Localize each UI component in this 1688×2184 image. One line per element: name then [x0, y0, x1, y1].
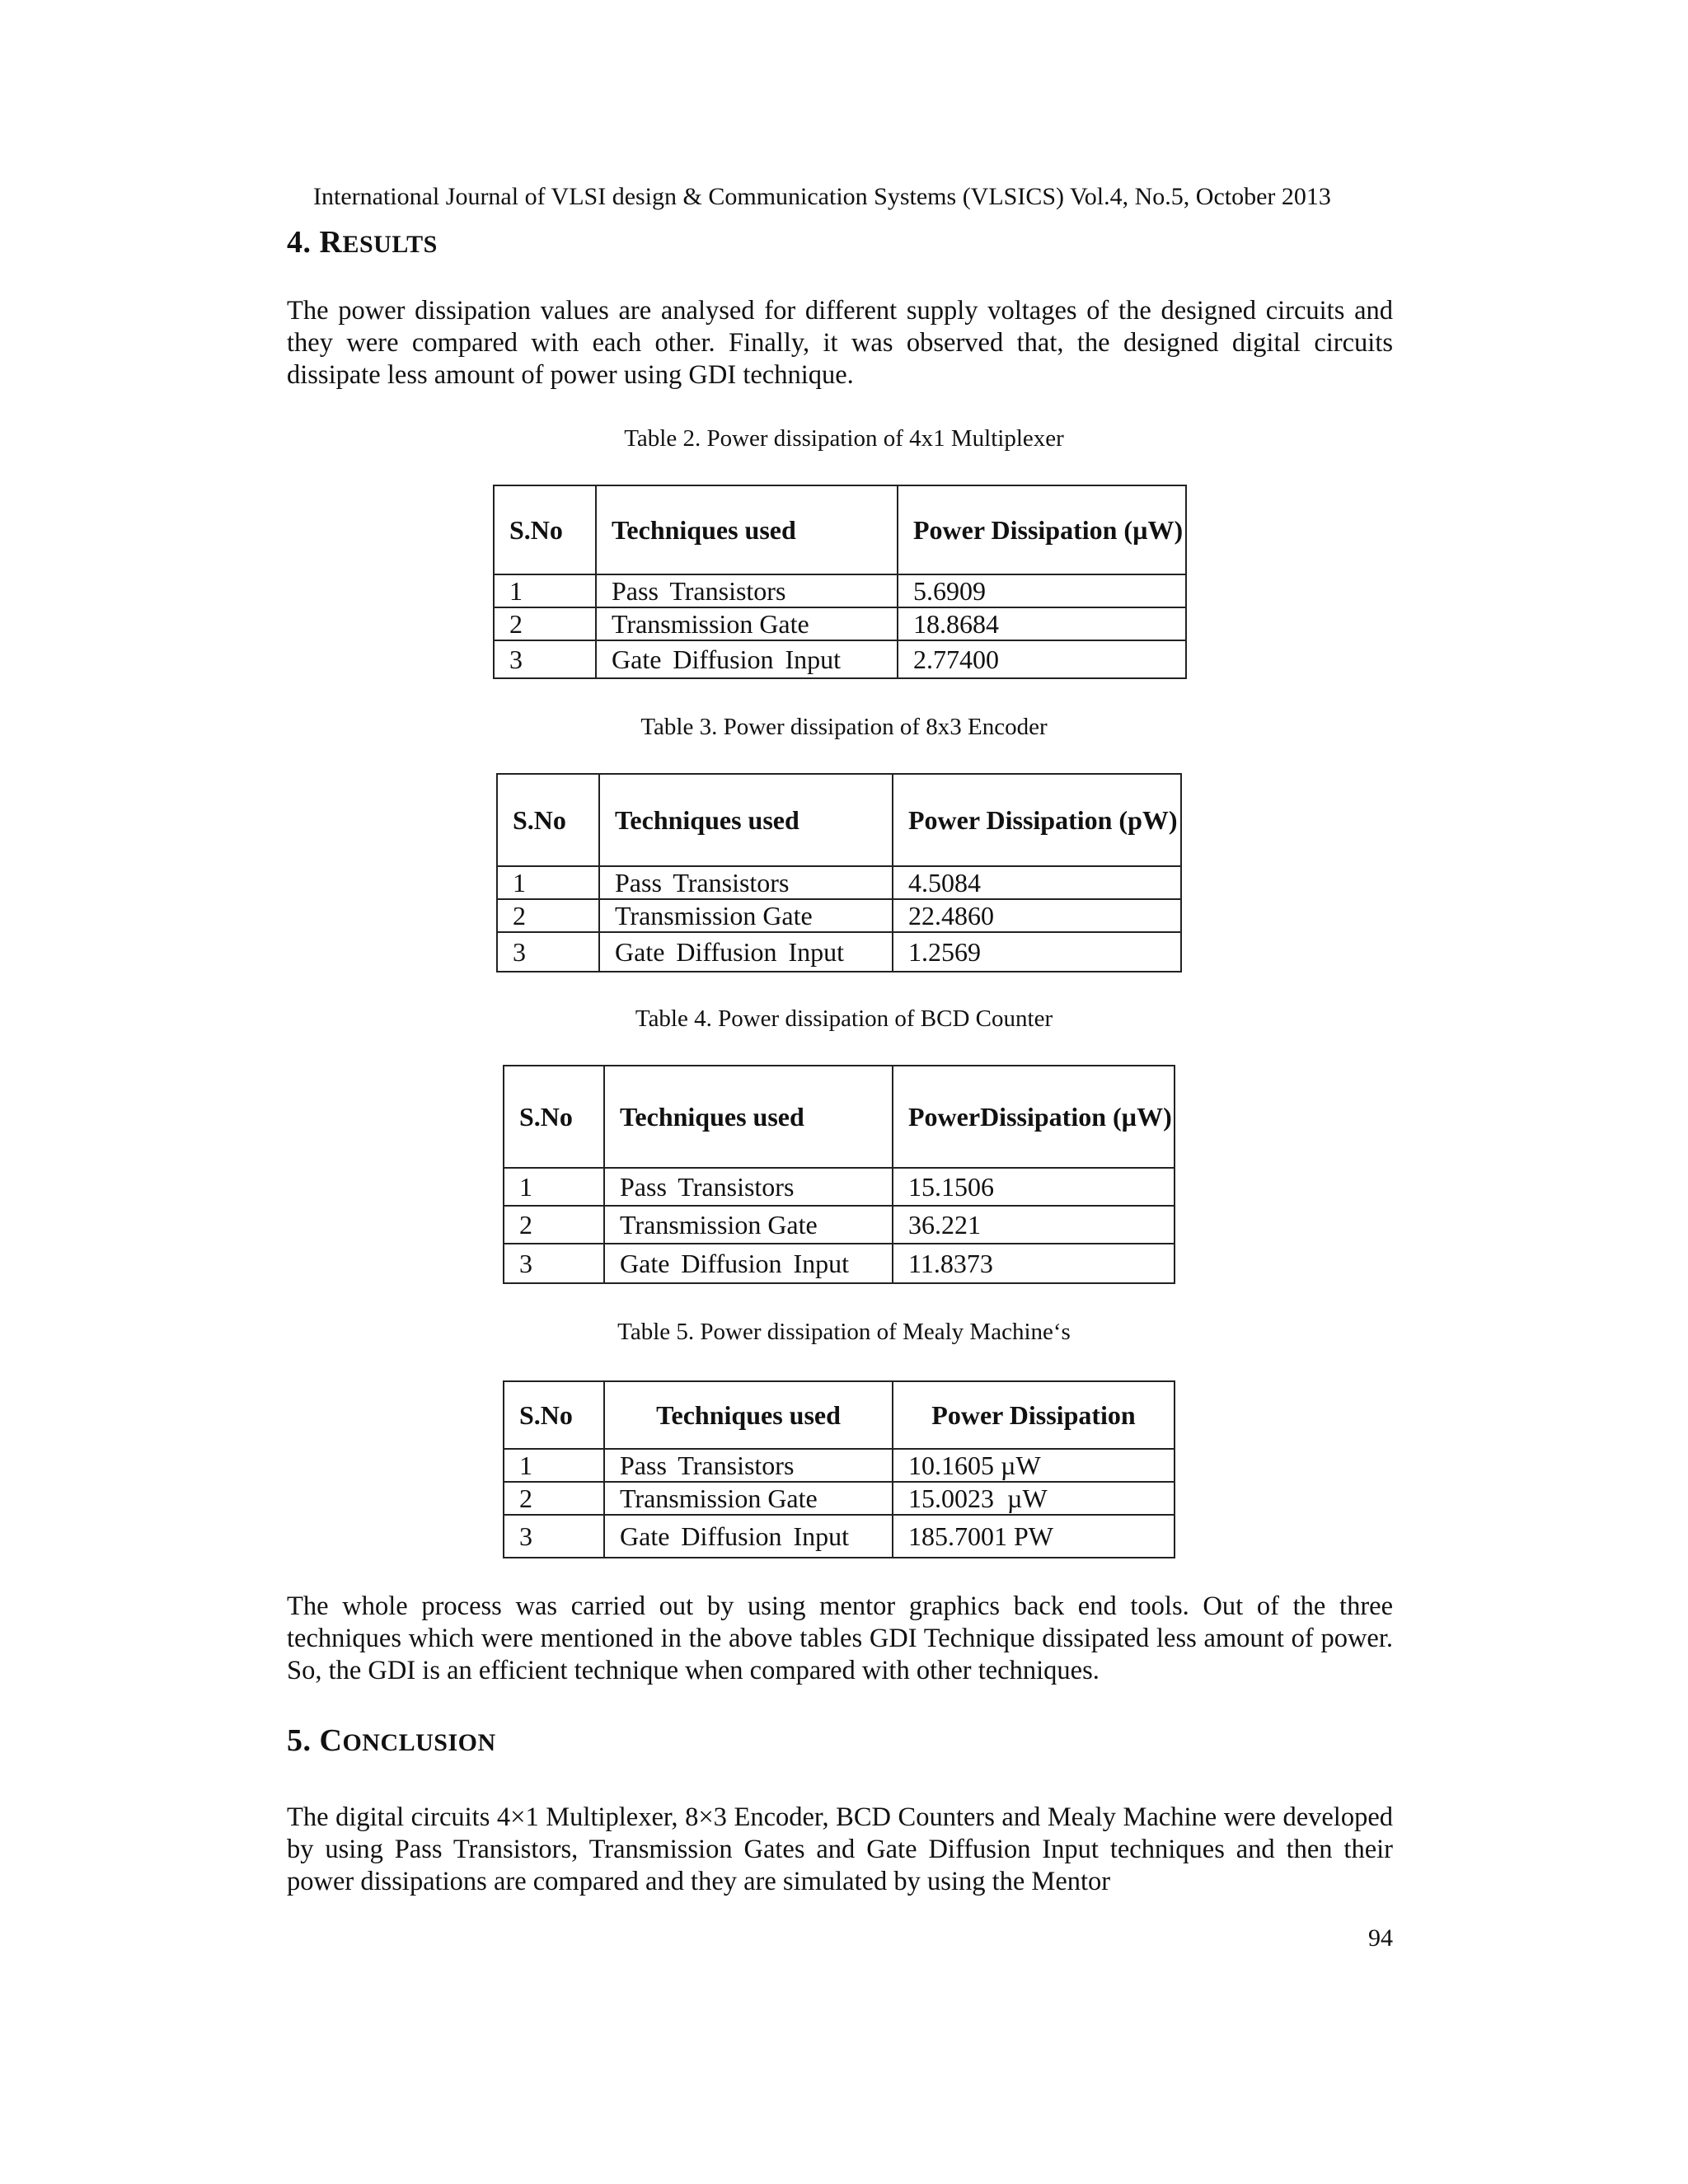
cell-technique: Gate Diffusion Input	[604, 1515, 893, 1558]
header-power: Power Dissipation (µW)	[898, 485, 1186, 574]
table-row	[504, 1449, 1175, 1482]
table-row	[497, 866, 1181, 899]
table-row	[497, 932, 1181, 972]
conclusion-paragraph: The digital circuits 4×1 Multiplexer, 8×3 Encoder, BCD Counters and Mealy Machine were developed by using Pass Transistors, Transmission Gates and Gate Diffusion Input techniques and then their power dissipations are compared and they are simulated by using the Mentor	[287, 1802, 1393, 1896]
cell-technique: Pass Transistors	[599, 866, 893, 899]
results-heading	[287, 224, 438, 260]
cell-technique: Pass Transistors	[604, 1449, 893, 1482]
cell-power: 10.1605 µW	[893, 1449, 1175, 1482]
cell-power: 185.7001 PW	[893, 1515, 1175, 1558]
results-first-letter: R	[319, 225, 343, 260]
cell-sno: 3	[504, 1244, 604, 1283]
cell-sno: 2	[504, 1482, 604, 1515]
table-row	[504, 1206, 1175, 1244]
table-header-row	[494, 485, 1186, 574]
cell-sno: 2	[497, 899, 599, 932]
cell-sno: 1	[504, 1168, 604, 1206]
journal-header: International Journal of VLSI design & Communication Systems (VLSICS) Vol.4, No.5, October 2013	[313, 183, 1331, 210]
cell-technique: Pass Transistors	[596, 574, 898, 607]
header-power: Power Dissipation	[893, 1381, 1175, 1449]
results-rest: ESULTS	[342, 231, 438, 258]
cell-power: 5.6909	[898, 574, 1186, 607]
table-row	[504, 1482, 1175, 1515]
header-power: PowerDissipation (µW)	[893, 1066, 1175, 1168]
table3-caption: Table 3. Power dissipation of 8x3 Encoder	[640, 714, 1048, 740]
table-header-row	[497, 774, 1181, 866]
header-sno: S.No	[497, 774, 599, 866]
cell-power: 1.2569	[893, 932, 1181, 972]
cell-power: 18.8684	[898, 607, 1186, 640]
table-row	[504, 1515, 1175, 1558]
cell-technique: Gate Diffusion Input	[604, 1244, 893, 1283]
cell-sno: 3	[504, 1515, 604, 1558]
cell-technique: Transmission Gate	[599, 899, 893, 932]
table-row	[494, 607, 1186, 640]
cell-technique: Transmission Gate	[604, 1482, 893, 1515]
table-row	[494, 574, 1186, 607]
table5-caption: Table 5. Power dissipation of Mealy Machine‘s	[617, 1319, 1071, 1345]
table-row	[504, 1244, 1175, 1283]
table5	[503, 1380, 1175, 1558]
page-number: 94	[1368, 1924, 1393, 1952]
header-techniques: Techniques used	[599, 774, 893, 866]
cell-power: 11.8373	[893, 1244, 1175, 1283]
cell-sno: 3	[494, 640, 596, 678]
cell-technique: Gate Diffusion Input	[596, 640, 898, 678]
conclusion-rest: ONCLUSION	[342, 1729, 496, 1756]
cell-power: 15.0023 µW	[893, 1482, 1175, 1515]
after-tables-paragraph: The whole process was carried out by using mentor graphics back end tools. Out of the three techniques which were mentioned in the above tables GDI Technique dissipated less amount of power. So, the GDI is an efficient technique when compared with other techniques.	[287, 1591, 1393, 1685]
cell-power: 15.1506	[893, 1168, 1175, 1206]
table4-caption: Table 4. Power dissipation of BCD Counter	[635, 1005, 1053, 1032]
table-row	[494, 640, 1186, 678]
cell-technique: Transmission Gate	[596, 607, 898, 640]
table4	[503, 1065, 1175, 1284]
table3	[496, 773, 1182, 972]
header-techniques: Techniques used	[604, 1066, 893, 1168]
cell-power: 36.221	[893, 1206, 1175, 1244]
conclusion-heading	[287, 1722, 496, 1759]
header-techniques: Techniques used	[596, 485, 898, 574]
cell-sno: 1	[504, 1449, 604, 1482]
conclusion-first-letter: C	[319, 1723, 343, 1758]
cell-sno: 1	[494, 574, 596, 607]
conclusion-number: 5.	[287, 1723, 312, 1758]
table2	[493, 485, 1187, 679]
table2-caption: Table 2. Power dissipation of 4x1 Multiplexer	[624, 425, 1064, 452]
header-sno: S.No	[494, 485, 596, 574]
cell-sno: 2	[494, 607, 596, 640]
cell-technique: Gate Diffusion Input	[599, 932, 893, 972]
cell-technique: Transmission Gate	[604, 1206, 893, 1244]
header-power: Power Dissipation (pW)	[893, 774, 1181, 866]
cell-power: 22.4860	[893, 899, 1181, 932]
table-header-row	[504, 1066, 1175, 1168]
header-techniques: Techniques used	[604, 1381, 893, 1449]
table-row	[504, 1168, 1175, 1206]
cell-sno: 2	[504, 1206, 604, 1244]
results-paragraph: The power dissipation values are analysed for different supply voltages of the designed circuits and they were compared with each other. Finally, it was observed that, the designed digital circuits dissipate less amount of power using GDI technique.	[287, 296, 1393, 390]
results-number: 4.	[287, 225, 312, 260]
table-row	[497, 899, 1181, 932]
cell-power: 2.77400	[898, 640, 1186, 678]
cell-sno: 3	[497, 932, 599, 972]
header-sno: S.No	[504, 1066, 604, 1168]
cell-sno: 1	[497, 866, 599, 899]
header-sno: S.No	[504, 1381, 604, 1449]
table-header-row	[504, 1381, 1175, 1449]
cell-power: 4.5084	[893, 866, 1181, 899]
cell-technique: Pass Transistors	[604, 1168, 893, 1206]
